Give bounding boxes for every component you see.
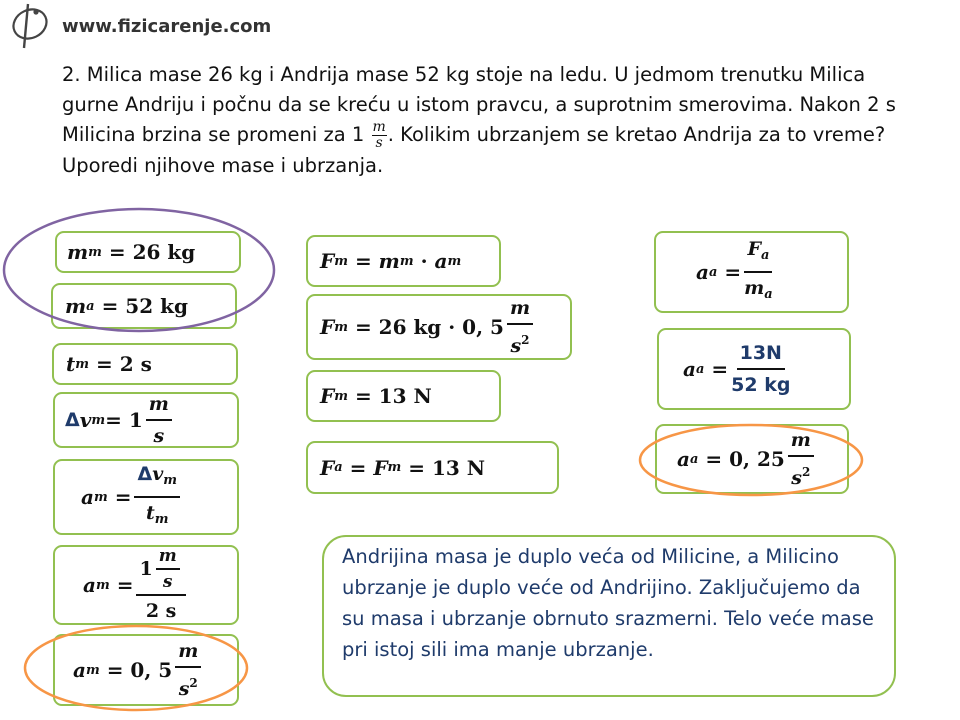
problem-statement — [62, 60, 902, 181]
site-logo[interactable] — [6, 2, 306, 50]
milica-accel-substitution: a m = 1 $\frac{m}{s}$ 2 s — [53, 545, 239, 625]
andrija-accel-formula: a a = $\frac{F_a}{m_a}$ — [654, 231, 849, 313]
given-velocity-change: Δ v m = 1 $\frac{m}{s}$ — [53, 392, 239, 448]
force-andrija: F a = F m = 13 N — [306, 441, 559, 494]
problem-text-part1: 2. Milica mase 26 kg i Andrija mase 52 kg stoje na ledu. U jedmom trenutku Milica gurne Andriju i počnu da se kreću u istom pravcu, a suprotnim smerovima. Nakon 2 s Milicina brzina se promeni za 1 — [62, 63, 896, 146]
force-result: F m = 13 N — [306, 370, 501, 422]
force-substitution: F m = 26 kg · 0, 5 $\frac{m}{s^2}$ — [306, 294, 572, 360]
logo-emblem-icon — [6, 2, 58, 50]
problem-text-part2: . Kolikim ubrzanjem se kretao Andrija za to vreme? Uporedi njihove mase i ubrzanja. — [62, 123, 886, 177]
force-formula: F m = m m · a m — [306, 235, 501, 287]
conclusion-text: Andrijina masa je duplo veća od Milicine, a Milicino ubrzanje je duplo veće od Andrijino. Zaključujemo da su masa i ubrzanje obrnuto srazmerni. Telo veće mase pri istoj sili ima manje ubrzanje. — [342, 545, 874, 661]
milica-accel-formula: a m = $\frac{\Delta v_m}{t_m}$ — [53, 459, 239, 535]
given-milica-mass: m m = 26 kg — [55, 231, 241, 273]
andrija-accel-result: a a = 0, 25 $\frac{m}{s^2}$ — [655, 424, 849, 494]
andrija-accel-substitution: a a = $\frac{13N}{52 kg}$ — [657, 328, 851, 410]
milica-accel-result: a m = 0, 5 $\frac{m}{s^2}$ — [53, 634, 239, 706]
website-url[interactable]: www.fizicarenje.com — [62, 16, 272, 37]
given-andrija-mass: m a = 52 kg — [51, 283, 237, 329]
given-time: t m = 2 s — [52, 343, 238, 385]
inline-unit-fraction: $\frac{m}{s}$ — [372, 119, 386, 151]
conclusion-box — [322, 535, 896, 697]
